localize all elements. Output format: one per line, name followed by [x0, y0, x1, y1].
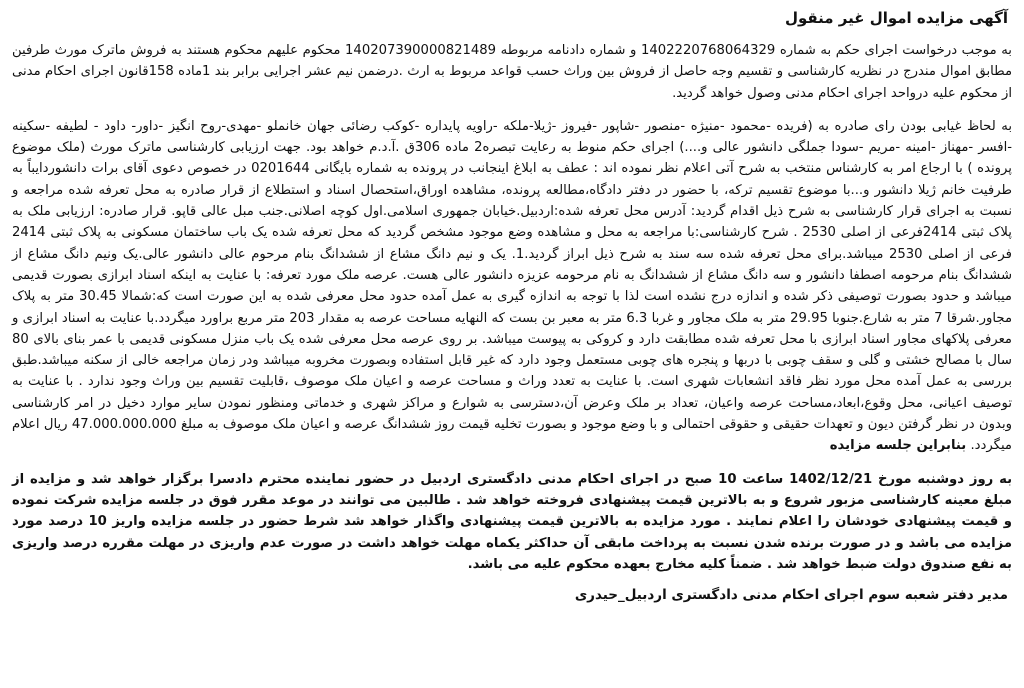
- document-title: آگهی مزایده اموال غیر منقول: [784, 9, 1008, 27]
- auction-session-lead: بنابراین جلسه مزایده: [829, 438, 967, 454]
- paragraph-verdict: به موجب درخواست اجرای حکم به شماره 140222076806‌4329 و شماره دادنامه مربوطه 140207390000821489 محکوم علیهم محکوم هستند به فروش ماترک مورث طرفین مطابق اموال مندرج در نظریه کارشناسی و تقسیم وجه حاصل از فروش بین وراث حسب قواعد مربوط به ارث .درضمن نیم عشر اجرایی برابر بند 1ماده 158قانون اجرای احکام مدنی از محکوم علیه درواحد اجرای احکام مدنی وصول خواهد گردید.: [12, 43, 1013, 101]
- signature: مدیر دفتر شعبه سوم اجرای احکام مدنی دادگستری اردبیل_حیدری: [574, 587, 1008, 604]
- paragraph-expert-report: [12, 116, 1012, 457]
- paragraph-auction-terms: به روز دوشنبه مورخ 1402/12/21 ساعت 10 صبح در اجرای احکام مدنی دادگستری اردبیل در حضور نماینده محترم دادسرا برگزار خواهد شد و مزایده از مبلغ معینه کارشناسی مزبور شروع و به بالاترین قیمت پیشنهادی فروخته خواهد شد . طالبین می توانند در موعد مقرر فوق در جلسه مزایده شرکت نموده و قیمت پیشنهادی خودشان را اعلام نمایند . مورد مزایده به بالاترین قیمت پیشنهادی واگذار خواهد شد شرط حضور در جلسه مزایده واریز 10 درصد مورد مزایده می باشد و در صورت برنده شدن نسبت به پرداخت مابقی آن حداکثر یکماه مهلت خواهد داشت در صورت عدم واریزی در مهلت مقرره درصد واریزی به نفع صندوق دولت ضبط خواهد شد . ضمناً کلیه مخارج بعهده محکوم علیه می باشد.: [12, 471, 1013, 572]
- paragraph-expert-report-text: به لحاظ غیابی بودن رای صادره به (فریده -محمود -منیژه -منصور -شاپور -فیروز -ژیلا-ملکه -راویه پایداره -کوکب رضائی جهان خانملو -مهدی-روح انگیز -داور- داود - لطیفه -سکینه -افسر -مهناز -امینه -مریم -سودا جملگی دانشور عالی و....) اجرای حکم منوط به رعایت تبصره2 ماده 306ق .آ.د.م خواهد بود. جهت ارزیابی کارشناسی ماترک مورث (ملک موضوع پرونده ) با ارجاع امر به کارشناس منتخب به شرح آتی اعلام نظر نموده اند : عطف به ابلاغ اینجانب در پرونده به شماره بایگانی 0201644 در خصوص دعوی آقای برات دانشوردایباً به طرفیت خانم ژیلا دانشور و...با موضوع تقسیم ترکه، با حضور در دفتر دادگاه،مطالعه پرونده، مشاهده اوراق،استحصال اسناد و استطلاع از قرار صادره به محل تعرفه شده مراجعه و نسبت به اجرای قرار کارشناسی به شرح ذیل اقدام گردید: آدرس محل تعرفه شده:اردبیل.خیابان جمهوری اسلامی.اول کوچه اصلانی.جنب مبل عالی قاپو. قرار صادره: ارزیابی ملک به پلاک ثبتی 2414فرعی از اصلی 2530 . شرح کارشناسی:با مراجعه به محل و مشاهده وضع موجود مشخص گردید که محل تعرفه شده یک باب ساختمان مسکونی به پلاک ثبتی 2414 فرعی از اصلی 2530 میباشد.برای محل تعرفه شده سه سند به شرح ذیل ابراز گردید.1. یک و نیم دانگ مشاع از ششدانگ بنام مرحوم عالی دانشور عالی.یک ونیم دانگ مشاع از ششدانگ بنام مرحومه اصطفا دانشور و سه دانگ مشاع از ششدانگ به نام مرحومه عزیزه دانشور عالی هست. عرصه ملک مورد تعرفه: با عنایت به اینکه اسناد ابرازی بصورت قدیمی میباشد و حدود بصورت توصیفی ذکر شده و اندازه درج نشده است لذا با توجه به اندازه گیری به عمل آمده حدود محل معرفی شده به این صورت است که:شمالا 30.45 متر به پلاک مجاور.شرقا 7 متر به شارع.جنوبا 29.95 متر به ملک مجاور و غربا 6.3 متر به معبر بن بست که النهایه مساحت عرصه به مقدار 203 متر مربع براورد میگردد.با عنایت به اسناد ابرازی و معرفی پلاکهای مجاور اسناد ابرازی با محل تعرفه شده مطابقت دارد و کروکی به پیوست میباشد. بر روی عرصه محل معرفی شده یک باب منزل مسکونی قدیمی با عمر بنای بالای 80 سال با مصالح خشتی و گلی و سقف چوبی با دربها و پنجره های چوبی مستعمل وجود دارد که غیر قابل استفاده وبصورت مخروبه میباشد ودر زمان مراجعه خالی از سکنه میباشد.طبق بررسی به عمل آمده محل مورد نظر فاقد انشعابات شهری است. با عنایت به تعدد وراث و مساحت عرصه و اعیان ملک موصوف ،قابلیت تقسیم بین وراث وجود ندارد . با عنایت به توصیف اعیانی، محل وقوع،ابعاد،مساحت عرصه واعیان، تعداد بر ملک وعرض آن،دسترسی به شوارع و مراکز شهری و خدماتی ومنظور نمودن سایر موارد دخیل در امر کارشناسی وبدون در نظر گرفتن دیون و تعهدات حقیقی و حقوقی احتمالی و با وضع موجود و بصورت تخلیه قیمت روز ششدانگ عرصه و اعیان ملک موصوف به مبلغ 47.000.000.000 ریال اعلام میگردد.: [12, 118, 1013, 454]
